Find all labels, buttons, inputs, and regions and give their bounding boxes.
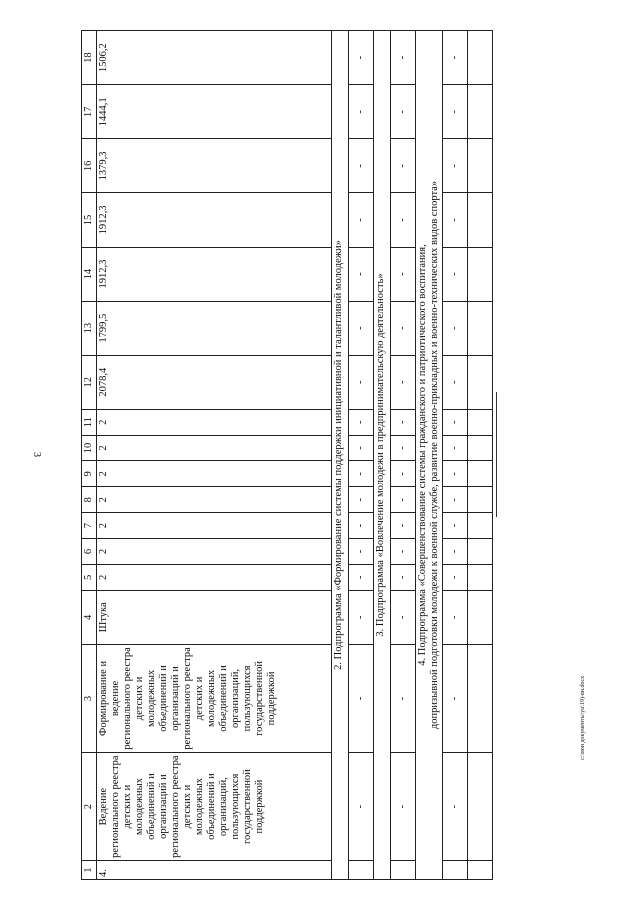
- dash-cell: -: [391, 409, 416, 435]
- dash-row: [443, 31, 468, 880]
- column-number: 12: [82, 355, 97, 409]
- dash-cell: -: [349, 753, 374, 861]
- empty-cell: [468, 301, 493, 355]
- dash-cell: -: [349, 355, 374, 409]
- section-row: [416, 31, 443, 880]
- value-cell: 2: [97, 435, 332, 461]
- dash-cell: -: [391, 564, 416, 590]
- dash-cell: -: [349, 409, 374, 435]
- empty-cell: [468, 193, 493, 247]
- dash-cell: -: [349, 487, 374, 513]
- empty-cell: [468, 461, 493, 487]
- empty-row: [468, 31, 493, 880]
- table-row: [97, 31, 332, 880]
- empty-cell: [468, 861, 493, 880]
- dash-cell: -: [349, 193, 374, 247]
- dash-cell: -: [443, 355, 468, 409]
- dash-cell: -: [349, 301, 374, 355]
- dash-cell: -: [349, 31, 374, 85]
- column-number: 16: [82, 139, 97, 193]
- empty-cell: [468, 564, 493, 590]
- dash-cell: -: [443, 409, 468, 435]
- column-number: 9: [82, 461, 97, 487]
- value-cell: 1379,3: [97, 139, 332, 193]
- dash-cell: -: [443, 753, 468, 861]
- section-title: [416, 31, 443, 880]
- column-number: 17: [82, 85, 97, 139]
- empty-cell: [468, 487, 493, 513]
- dash-cell: -: [391, 139, 416, 193]
- dash-cell: -: [349, 435, 374, 461]
- value-cell: 1506,2: [97, 31, 332, 85]
- footer-file-path: c:\мои документы\yu\19)-вн.docx: [580, 675, 586, 760]
- empty-cell: [468, 435, 493, 461]
- column-number: 1: [82, 861, 97, 880]
- dash-cell: -: [443, 487, 468, 513]
- dash-cell: -: [443, 644, 468, 752]
- column-number: 14: [82, 247, 97, 301]
- dash-cell: -: [391, 539, 416, 565]
- section-title: 3. Подпрограмма «Вовлечение молодежи в предпринимательскую деятельность»: [374, 31, 391, 880]
- dash-cell: -: [443, 301, 468, 355]
- dash-cell: [443, 861, 468, 880]
- dash-cell: -: [349, 247, 374, 301]
- dash-cell: -: [391, 753, 416, 861]
- separator-line: [496, 392, 497, 517]
- dash-cell: -: [391, 247, 416, 301]
- column-number: 8: [82, 487, 97, 513]
- dash-cell: -: [349, 590, 374, 644]
- dash-cell: -: [443, 590, 468, 644]
- dash-cell: -: [391, 461, 416, 487]
- column-number: 10: [82, 435, 97, 461]
- dash-cell: -: [349, 461, 374, 487]
- column-number: 11: [82, 409, 97, 435]
- value-cell: 2: [97, 539, 332, 565]
- empty-cell: [468, 753, 493, 861]
- empty-cell: [468, 590, 493, 644]
- dash-cell: -: [391, 435, 416, 461]
- empty-cell: [468, 409, 493, 435]
- column-number: 6: [82, 539, 97, 565]
- empty-cell: [468, 513, 493, 539]
- rotated-table-wrapper: [81, 30, 461, 880]
- value-cell: 2: [97, 409, 332, 435]
- column-number: 18: [82, 31, 97, 85]
- empty-cell: [468, 247, 493, 301]
- column-number: 3: [82, 644, 97, 752]
- section-row: [374, 31, 391, 880]
- section-title-line: 4. Подпрограмма «Совершенствование системы гражданского и патриотического воспитания,: [417, 244, 428, 666]
- page-number: 3: [31, 452, 42, 457]
- dash-row: [349, 31, 374, 880]
- column-number: 15: [82, 193, 97, 247]
- dash-cell: -: [443, 435, 468, 461]
- dash-cell: -: [349, 564, 374, 590]
- dash-cell: -: [391, 355, 416, 409]
- dash-cell: [391, 861, 416, 880]
- dash-cell: -: [443, 193, 468, 247]
- program-indicators-table: [81, 30, 493, 880]
- column-number: 2: [82, 753, 97, 861]
- dash-cell: -: [349, 644, 374, 752]
- value-cell: 1912,3: [97, 247, 332, 301]
- empty-cell: [468, 355, 493, 409]
- unit-cell: Штука: [97, 590, 332, 644]
- column-number: 4: [82, 590, 97, 644]
- column-number: 7: [82, 513, 97, 539]
- empty-cell: [468, 539, 493, 565]
- empty-cell: [468, 31, 493, 85]
- dash-cell: -: [443, 31, 468, 85]
- dash-cell: -: [349, 513, 374, 539]
- dash-cell: -: [391, 590, 416, 644]
- column-number: 13: [82, 301, 97, 355]
- dash-cell: -: [443, 513, 468, 539]
- dash-cell: -: [391, 31, 416, 85]
- section-title: 2. Подпрограмма «Формирование системы поддержки инициативной и талантливой молодежи»: [332, 31, 349, 880]
- dash-cell: -: [349, 85, 374, 139]
- dash-cell: -: [443, 539, 468, 565]
- column-number: 5: [82, 564, 97, 590]
- dash-cell: -: [391, 301, 416, 355]
- dash-cell: [349, 861, 374, 880]
- dash-cell: -: [443, 564, 468, 590]
- dash-cell: -: [443, 139, 468, 193]
- value-cell: 2078,4: [97, 355, 332, 409]
- dash-cell: -: [443, 247, 468, 301]
- dash-row: [391, 31, 416, 880]
- indicator-name: Формирование и ведение регионального реестра детских и молодежных объединений и организаций и регионального реестра детских и молодежных объединений и организаций, пользующихся государственной поддержкой: [97, 644, 332, 752]
- empty-cell: [468, 644, 493, 752]
- empty-cell: [468, 85, 493, 139]
- value-cell: 1912,3: [97, 193, 332, 247]
- empty-cell: [468, 139, 493, 193]
- value-cell: 2: [97, 487, 332, 513]
- value-cell: 2: [97, 513, 332, 539]
- dash-cell: -: [349, 539, 374, 565]
- value-cell: 2: [97, 461, 332, 487]
- dash-cell: -: [391, 193, 416, 247]
- section-row: [332, 31, 349, 880]
- row-number: 4.: [97, 861, 332, 880]
- dash-cell: -: [391, 85, 416, 139]
- measure-name: Ведение регионального реестра детских и молодежных объединений и организаций и регионального реестра детских и молодежных объединений и организаций, пользующихся государственной поддержкой: [97, 753, 332, 861]
- dash-cell: -: [443, 461, 468, 487]
- value-cell: 1799,5: [97, 301, 332, 355]
- value-cell: 1444,1: [97, 85, 332, 139]
- header-row: [82, 31, 97, 880]
- value-cell: 2: [97, 564, 332, 590]
- dash-cell: -: [391, 487, 416, 513]
- dash-cell: -: [391, 513, 416, 539]
- dash-cell: -: [391, 644, 416, 752]
- dash-cell: -: [443, 85, 468, 139]
- dash-cell: -: [349, 139, 374, 193]
- section-title-line: допризывной подготовки молодежи к военной службе, развитие военно-прикладных и военно-технических видов спорта»: [429, 180, 440, 730]
